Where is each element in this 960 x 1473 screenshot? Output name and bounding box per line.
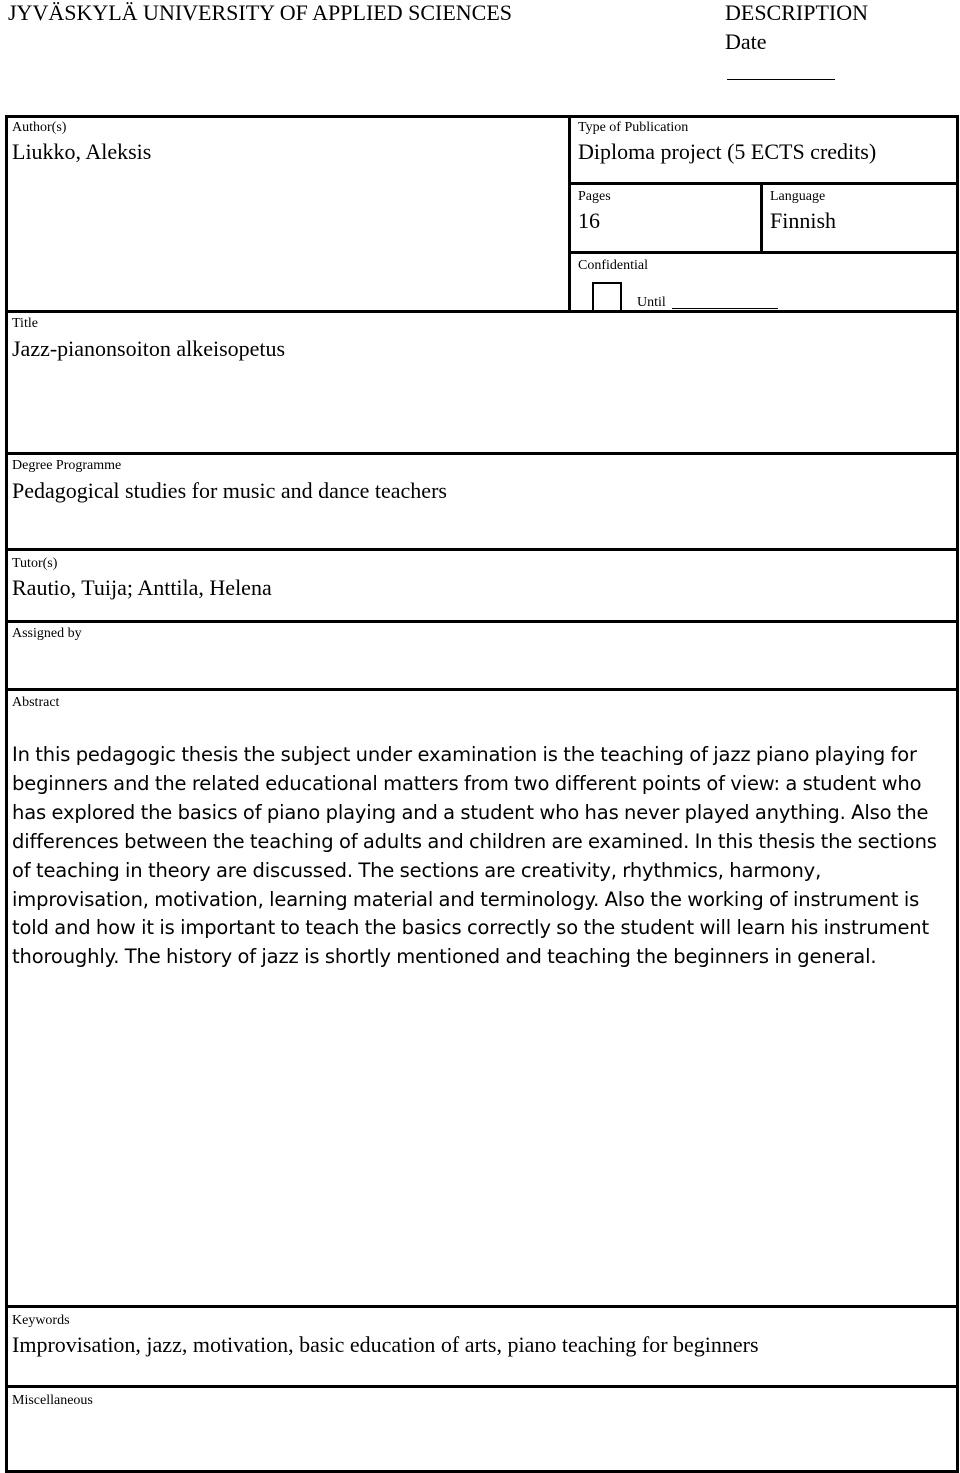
abstract-line: thoroughly. The history of jazz is shortly mentioned and teaching the beginners in general.	[12, 945, 877, 969]
document-type: DESCRIPTION	[725, 0, 869, 25]
publication-type-label: Type of Publication	[578, 120, 689, 135]
publication-type-value: Diploma project (5 ECTS credits)	[578, 139, 877, 164]
abstract-line: of teaching in theory are discussed. The sections are creativity, rhythmics, harmony,	[12, 858, 822, 882]
date-line	[727, 79, 835, 80]
until-line	[672, 308, 778, 309]
row-divider	[5, 452, 956, 455]
keywords-label: Keywords	[12, 1313, 70, 1328]
row-divider	[5, 1385, 956, 1388]
abstract-text	[12, 741, 947, 972]
authors-value: Liukko, Aleksis	[12, 139, 152, 164]
tutors-label: Tutor(s)	[12, 556, 58, 571]
tutors-value: Rautio, Tuija; Anttila, Helena	[12, 575, 272, 600]
confidential-checkbox[interactable]	[592, 282, 622, 312]
institution-name: JYVÄSKYLÄ UNIVERSITY OF APPLIED SCIENCES	[8, 0, 513, 25]
abstract-line: has explored the basics of piano playing and a student who has never played anything. Also the	[12, 800, 929, 824]
row-divider	[5, 688, 956, 691]
confidential-label: Confidential	[578, 258, 648, 273]
language-label: Language	[770, 189, 826, 204]
abstract-line: told and how it is important to teach the basics correctly so the student will learn his instrument	[12, 916, 929, 940]
title-value: Jazz-pianonsoiton alkeisopetus	[12, 336, 286, 361]
language-value: Finnish	[770, 208, 837, 233]
column-divider	[568, 115, 571, 313]
abstract-label: Abstract	[12, 695, 60, 710]
degree-programme-value: Pedagogical studies for music and dance teachers	[12, 478, 447, 503]
abstract-line: In this pedagogic thesis the subject under examination is the teaching of jazz piano playing for	[12, 743, 917, 766]
row-divider	[5, 310, 956, 313]
authors-label: Author(s)	[12, 120, 67, 135]
degree-programme-label: Degree Programme	[12, 458, 122, 473]
keywords-value: Improvisation, jazz, motivation, basic education of arts, piano teaching for beginners	[12, 1332, 759, 1357]
row-divider	[5, 620, 956, 623]
pages-language-divider	[760, 182, 763, 251]
date-label: Date	[725, 29, 767, 54]
miscellaneous-label: Miscellaneous	[12, 1393, 93, 1408]
pages-label: Pages	[578, 189, 611, 204]
row-divider	[568, 251, 956, 254]
abstract-line: beginners and the related educational matters from two different points of view: a student who	[12, 771, 922, 795]
row-divider	[5, 548, 956, 551]
title-label: Title	[12, 316, 38, 331]
abstract-line: differences between the teaching of adults and children are examined. In this thesis the sections	[12, 829, 937, 853]
until-label: Until	[637, 295, 666, 310]
pages-value: 16	[578, 208, 600, 233]
assigned-by-label: Assigned by	[12, 626, 82, 641]
row-divider	[5, 1305, 956, 1308]
abstract-line: improvisation, motivation, learning material and terminology. Also the working of instrument is	[12, 887, 920, 911]
